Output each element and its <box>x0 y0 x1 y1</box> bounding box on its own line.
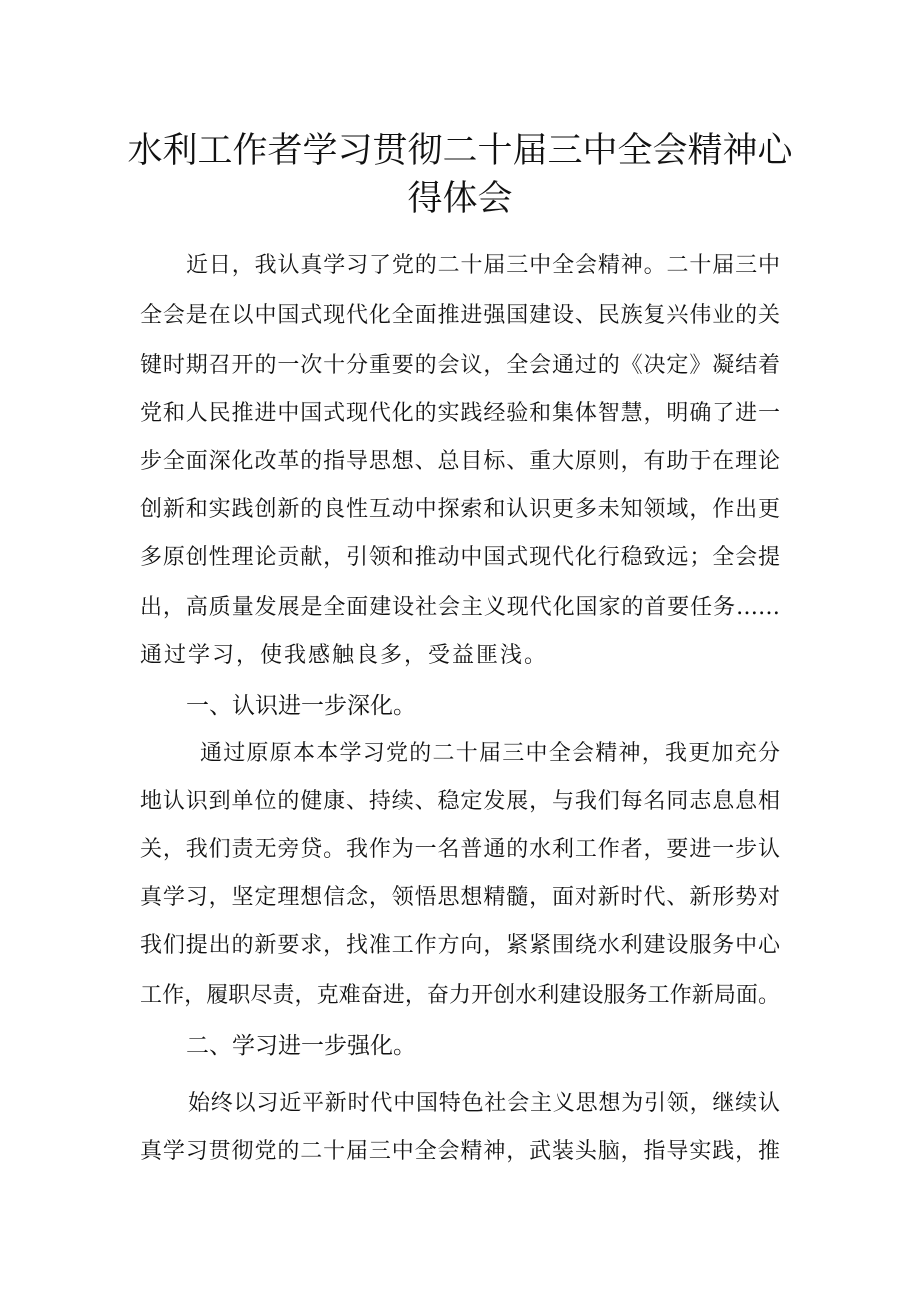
section-line: 地认识到单位的健康、持续、稳定发展，与我们每名同志息息相 <box>140 789 780 814</box>
intro-line: 多原创性理论贡献，引领和推动中国式现代化行稳致远；全会提 <box>140 545 780 570</box>
section-heading: 一、认识进一步深化。 <box>186 693 416 719</box>
section-line: 真学习，坚定理想信念，领悟思想精髓，面对新时代、新形势对 <box>140 885 780 910</box>
section-line: 工作，履职尽责，克难奋进，奋力开创水利建设服务工作新局面。 <box>140 983 780 1008</box>
document-title-line-2: 得体会 <box>407 179 513 219</box>
section-line: 关，我们责无旁贷。我作为一名普通的水利工作者，要进一步认 <box>140 837 780 862</box>
intro-line: 通过学习，使我感触良多，受益匪浅。 <box>140 643 549 668</box>
document-title-line-1: 水利工作者学习贯彻二十届三中全会精神心 <box>127 131 793 171</box>
intro-line: 创新和实践创新的良性互动中探索和认识更多未知领域，作出更 <box>140 497 780 522</box>
intro-line: 出，高质量发展是全面建设社会主义现代化国家的首要任务…… <box>140 595 780 620</box>
intro-line: 党和人民推进中国式现代化的实践经验和集体智慧，明确了进一 <box>140 401 780 426</box>
intro-line: 近日，我认真学习了党的二十届三中全会精神。二十届三中 <box>186 253 780 278</box>
section-line: 始终以习近平新时代中国特色社会主义思想为引领，继续认 <box>188 1091 780 1116</box>
section-line: 真学习贯彻党的二十届三中全会精神，武装头脑，指导实践，推 <box>140 1139 780 1164</box>
section-heading: 二、学习进一步强化。 <box>186 1033 416 1059</box>
section-line: 通过原原本本学习党的二十届三中全会精神，我更加充分 <box>200 741 780 766</box>
section-line: 我们提出的新要求，找准工作方向，紧紧围绕水利建设服务中心 <box>140 933 780 958</box>
intro-line: 全会是在以中国式现代化全面推进强国建设、民族复兴伟业的关 <box>140 303 780 328</box>
intro-line: 键时期召开的一次十分重要的会议，全会通过的《决定》凝结着 <box>140 353 780 378</box>
intro-line: 步全面深化改革的指导思想、总目标、重大原则，有助于在理论 <box>140 449 780 474</box>
